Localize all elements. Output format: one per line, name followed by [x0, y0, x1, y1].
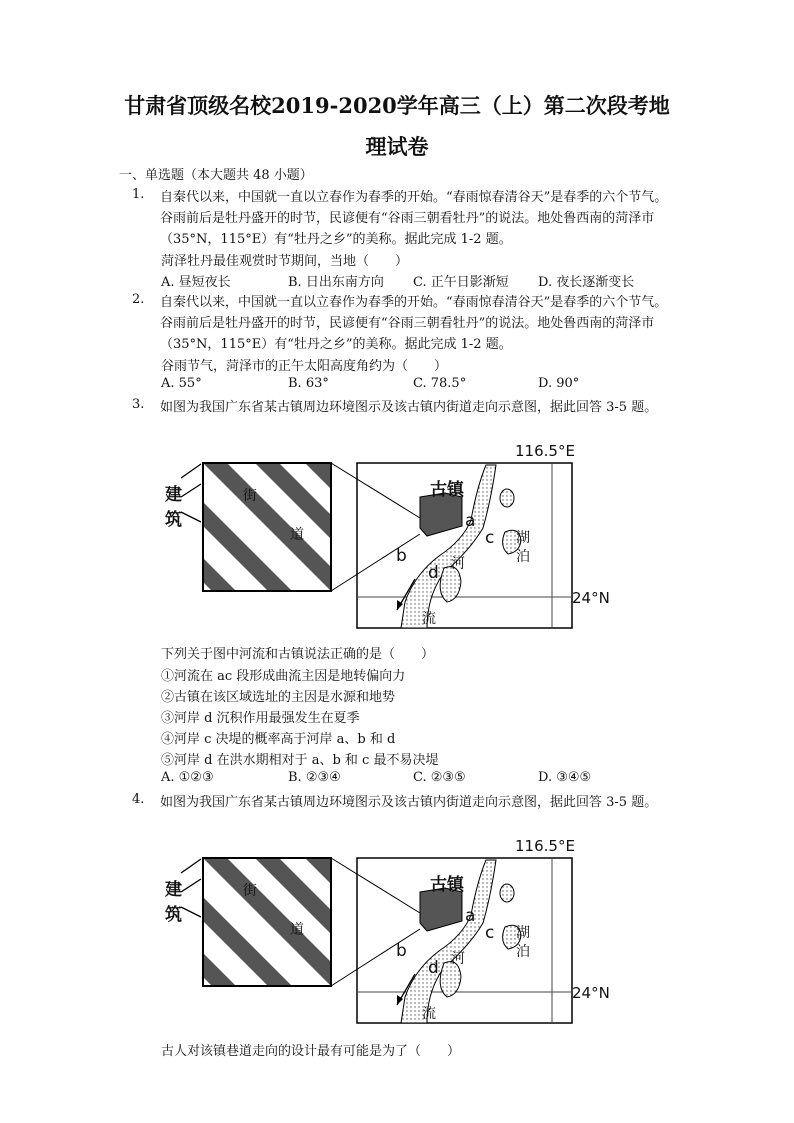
point-c-label: c	[485, 528, 495, 548]
question-number: 2.	[132, 292, 145, 307]
point-a-label: a	[465, 511, 476, 531]
question-ask: 菏泽牡丹最佳观赏时节期间，当地（ ）	[161, 254, 409, 269]
statement-2: ②古镇在该区域选址的主因是水源和地势	[161, 690, 396, 705]
street-label-1: 街	[243, 883, 257, 899]
lake-label-1: 湖	[516, 925, 530, 941]
river-label-1: 河	[451, 556, 465, 572]
point-b-label: b	[396, 546, 407, 566]
statement-5: ⑤河岸 d 在洪水期相对于 a、b 和 c 最不易决堤	[161, 753, 439, 768]
question-stem: 自秦代以来，中国就一直以立春作为春季的开始。“春雨惊春清谷天”是春季的六个节气。谷雨前后是牡丹盛开的时节，民谚便有“谷雨三朝看牡丹”的说法。地处鲁西南的菏泽市（35°N，115°E）有“牡丹之乡”的美称。据此完成 1-2 题。	[160, 190, 668, 247]
option-c: C. ②③⑤	[413, 770, 466, 785]
river-label-2: 流	[422, 611, 436, 627]
town-label: 古镇	[430, 875, 464, 895]
question-number: 1.	[132, 187, 145, 202]
latitude-label: 24°N	[572, 984, 610, 1002]
option-b: B. ②③④	[288, 770, 341, 785]
option-a: A. 55°	[161, 376, 202, 391]
lake-label-2: 泊	[516, 944, 530, 960]
river-label-1: 河	[451, 951, 465, 967]
option-a: A. ①②③	[161, 770, 214, 785]
longitude-label: 116.5°E	[515, 837, 575, 855]
point-a-label: a	[465, 906, 476, 926]
street-label-2: 道	[290, 527, 304, 543]
longitude-label: 116.5°E	[515, 442, 575, 460]
section-heading: 一、单选题（本大题共 48 小题）	[119, 168, 313, 183]
option-d: D. 夜长逐渐变长	[538, 275, 635, 290]
town-map-figure-repeat	[165, 837, 610, 1022]
question-stem: 如图为我国广东省某古镇周边环境图示及该古镇内街道走向示意图，据此回答 3-5 题。	[160, 400, 658, 415]
option-c: C. 78.5°	[413, 376, 467, 391]
question-number: 3.	[132, 397, 145, 412]
question-ask: 古人对该镇巷道走向的设计最有可能是为了（ ）	[161, 1044, 461, 1059]
street-label-2: 道	[290, 922, 304, 938]
building-label-1: 建	[165, 880, 182, 900]
point-c-label: c	[485, 923, 495, 943]
statement-4: ④河岸 c 决堤的概率高于河岸 a、b 和 d	[161, 732, 396, 747]
statement-1: ①河流在 ac 段形成曲流主因是地转偏向力	[161, 669, 406, 684]
exam-title-line2: 理试卷	[365, 134, 429, 159]
street-label-1: 街	[243, 488, 257, 504]
lake-label-2: 泊	[516, 549, 530, 565]
option-d: D. 90°	[538, 376, 580, 391]
question-stem: 自秦代以来，中国就一直以立春作为春季的开始。“春雨惊春清谷天”是春季的六个节气。谷雨前后是牡丹盛开的时节，民谚便有“谷雨三朝看牡丹”的说法。地处鲁西南的菏泽市（35°N，115°E）有“牡丹之乡”的美称。据此完成 1-2 题。	[160, 295, 668, 352]
town-label: 古镇	[430, 480, 464, 500]
point-d-label: d	[428, 958, 439, 978]
point-d-label: d	[428, 563, 439, 583]
town-map-figure	[165, 442, 610, 627]
option-b: B. 日出东南方向	[288, 275, 384, 290]
building-label-2: 筑	[165, 510, 182, 530]
question-stem: 如图为我国广东省某古镇周边环境图示及该古镇内街道走向示意图，据此回答 3-5 题。	[160, 795, 658, 810]
question-ask: 谷雨节气，菏泽市的正午太阳高度角约为（ ）	[161, 359, 448, 374]
point-b-label: b	[396, 941, 407, 961]
building-label-2: 筑	[165, 905, 182, 925]
option-b: B. 63°	[288, 376, 329, 391]
exam-title-line1: 甘肃省顶级名校2019-2020学年高三（上）第二次段考地	[124, 93, 670, 118]
option-a: A. 昼短夜长	[161, 275, 231, 290]
latitude-label: 24°N	[572, 589, 610, 607]
building-label-1: 建	[165, 485, 182, 505]
question-ask: 下列关于图中河流和古镇说法正确的是（ ）	[161, 647, 435, 662]
question-number: 4.	[132, 792, 145, 807]
river-label-2: 流	[422, 1006, 436, 1022]
option-d: D. ③④⑤	[538, 770, 592, 785]
lake-label-1: 湖	[516, 530, 530, 546]
option-c: C. 正午日影渐短	[413, 275, 509, 290]
statement-3: ③河岸 d 沉积作用最强发生在夏季	[161, 711, 360, 726]
